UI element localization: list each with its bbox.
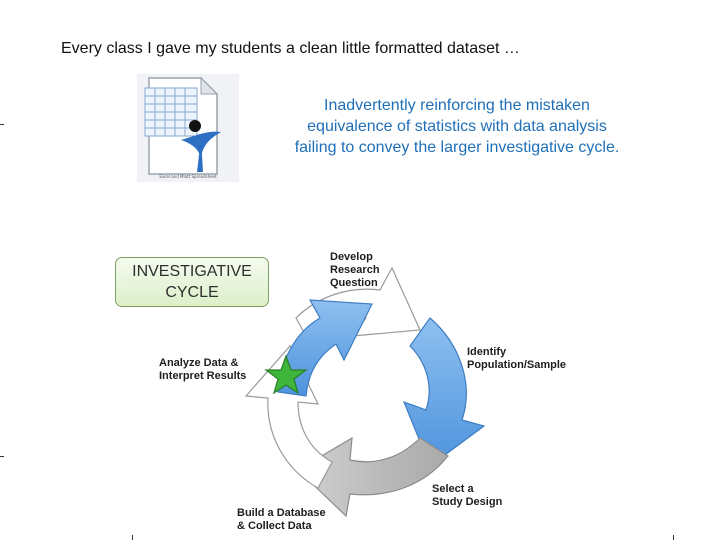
stage-label-line: Study Design (432, 496, 503, 508)
stage-label-line: Population/Sample (467, 359, 567, 371)
edge-tick (132, 535, 133, 540)
stage-label-line: Build a Database (237, 507, 326, 519)
stage-label-line: Analyze Data & (159, 357, 239, 369)
stage-label-develop (330, 251, 380, 290)
stage-label-identify (467, 346, 566, 372)
edge-tick (673, 535, 674, 540)
file-icon-caption: Excel and Mlatt Spreadsheet (159, 174, 217, 179)
edge-tick (0, 124, 4, 125)
headline: Every class I gave my students a clean little formatted dataset … (61, 40, 520, 57)
callout-line: Inadvertently reinforcing the mistaken (324, 97, 590, 114)
cycle-box-line: CYCLE (165, 284, 219, 301)
investigative-cycle-box (115, 257, 269, 307)
edge-tick (0, 456, 4, 457)
stage-label-line: Develop (330, 251, 373, 263)
stage-label-line: Question (330, 277, 378, 289)
stage-label-build (237, 507, 326, 533)
callout-line: failing to convey the larger investigative cycle. (294, 139, 620, 156)
stage-label-line: Interpret Results (159, 370, 247, 382)
stage-label-line: & Collect Data (237, 520, 312, 532)
cycle-box-line: INVESTIGATIVE (132, 263, 252, 280)
stage-label-analyze (159, 357, 246, 383)
stage-label-design (432, 483, 502, 509)
callout-line: equivalence of statistics with data analysis (307, 118, 607, 135)
stage-label-line: Identify (467, 346, 507, 358)
stage-label-line: Research (330, 264, 380, 276)
stage-label-line: Select a (432, 483, 474, 495)
